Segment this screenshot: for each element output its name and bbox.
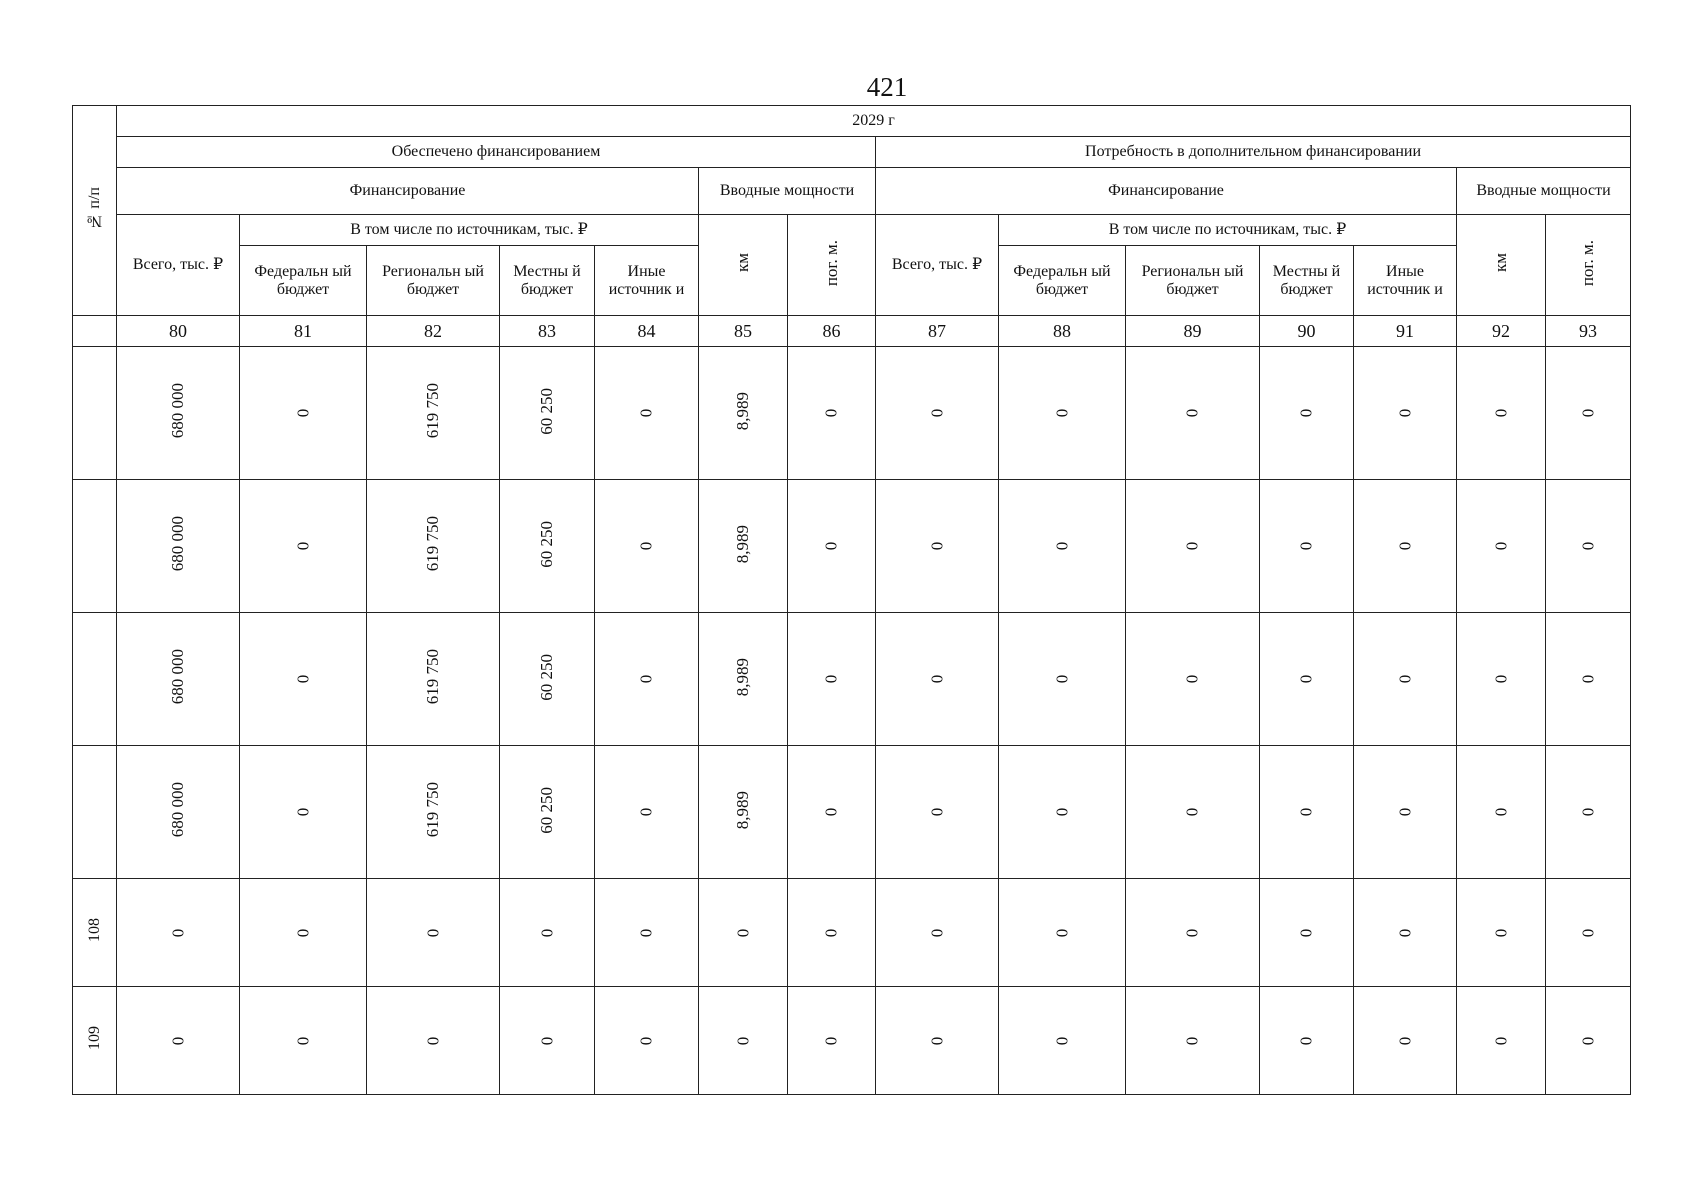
table-row (73, 879, 1631, 987)
column-number: 93 (1546, 316, 1631, 347)
cell-value: 0 (1395, 928, 1414, 937)
financing-header-additional: Финансирование (876, 168, 1457, 215)
row-number-cell (73, 879, 117, 987)
table-cell (1457, 347, 1546, 480)
cell-value: 0 (1578, 541, 1598, 551)
by-sources-header-additional: В том числе по источникам, тыс. ₽ (999, 215, 1457, 246)
table-row (73, 480, 1631, 613)
local-header: Местны й бюджет (500, 246, 595, 316)
table-cell (1546, 347, 1631, 480)
table-cell (240, 480, 367, 613)
cell-value: 8,989 (733, 657, 752, 697)
cell-value: 0 (821, 928, 841, 937)
column-number: 86 (788, 316, 876, 347)
cell-value: 0 (1395, 408, 1414, 418)
cell-value: 60 250 (537, 387, 556, 435)
table-cell (1457, 746, 1546, 879)
table-cell (1354, 613, 1457, 746)
regional-header-additional: Региональн ый бюджет (1126, 246, 1260, 316)
table-cell (1126, 746, 1260, 879)
column-number: 85 (699, 316, 788, 347)
table-cell (1354, 879, 1457, 987)
table-row (73, 746, 1631, 879)
table-cell (1457, 613, 1546, 746)
table-cell (1354, 347, 1457, 480)
table-cell (999, 347, 1126, 480)
financing-table (72, 105, 1631, 1095)
table-cell (500, 347, 595, 480)
cell-value: 0 (1182, 408, 1202, 418)
cell-value: 0 (1182, 928, 1202, 937)
cell-value: 619 750 (423, 782, 442, 838)
table-cell (699, 613, 788, 746)
table-cell (1457, 480, 1546, 613)
cell-value: 0 (1296, 541, 1316, 551)
km-header-label: км (733, 253, 752, 273)
table-row (73, 987, 1631, 1095)
table-cell (1546, 746, 1631, 879)
cell-value: 0 (821, 408, 841, 418)
table-cell (500, 746, 595, 879)
cell-value: 0 (927, 541, 946, 551)
table-cell (1546, 987, 1631, 1095)
column-number: 81 (240, 316, 367, 347)
table-cell (699, 987, 788, 1095)
cell-value: 0 (1491, 541, 1510, 551)
cell-value: 0 (1296, 408, 1316, 418)
cell-value: 0 (1052, 928, 1071, 937)
cell-value: 0 (423, 1036, 442, 1045)
column-number: 88 (999, 316, 1126, 347)
table-cell (1354, 987, 1457, 1095)
federal-header: Федеральн ый бюджет (240, 246, 367, 316)
cell-value: 680 000 (168, 383, 187, 439)
cell-value: 8,989 (733, 524, 752, 564)
cell-value: 0 (1578, 1036, 1598, 1045)
table-cell (117, 746, 240, 879)
cell-value: 0 (1491, 674, 1510, 684)
cell-value: 0 (1578, 674, 1598, 684)
row-number-cell (73, 480, 117, 613)
financing-header: Финансирование (117, 168, 699, 215)
cell-value: 0 (1296, 807, 1316, 817)
table-cell (1260, 987, 1354, 1095)
cell-value: 0 (1052, 674, 1071, 684)
additional-financing-header: Потребность в дополнительном финансировании (876, 137, 1631, 168)
linear-m-header-additional (1546, 215, 1631, 316)
row-number-cell (73, 613, 117, 746)
cell-value: 8,989 (733, 790, 752, 830)
cell-value: 0 (927, 928, 946, 937)
table-cell (500, 480, 595, 613)
table-cell (240, 613, 367, 746)
table-cell (788, 347, 876, 480)
row-number: 109 (85, 1026, 103, 1050)
table-cell (1546, 879, 1631, 987)
linear-m-header (788, 215, 876, 316)
cell-value: 0 (927, 674, 946, 684)
table-cell (1126, 613, 1260, 746)
table-cell (1354, 746, 1457, 879)
other-header-additional: Иные источник и (1354, 246, 1457, 316)
cell-value: 680 000 (168, 782, 187, 838)
cell-value: 0 (821, 807, 841, 817)
table-cell (876, 746, 999, 879)
table-cell (1457, 879, 1546, 987)
cell-value: 0 (1182, 1036, 1202, 1045)
table-cell (999, 746, 1126, 879)
table-cell (999, 480, 1126, 613)
table-cell (999, 879, 1126, 987)
table-cell (1260, 613, 1354, 746)
cell-value: 0 (1052, 807, 1071, 817)
table-cell (1126, 987, 1260, 1095)
table-cell (788, 613, 876, 746)
cell-value: 0 (1578, 408, 1598, 418)
cell-value: 619 750 (423, 649, 442, 705)
cell-value: 0 (1052, 408, 1071, 418)
linear-m-header-label: пог. м. (821, 239, 841, 287)
table-cell (500, 879, 595, 987)
capacity-header-additional: Вводные мощности (1457, 168, 1631, 215)
table-cell (788, 879, 876, 987)
cell-value: 60 250 (537, 520, 556, 568)
table-cell (367, 480, 500, 613)
table-cell (1354, 480, 1457, 613)
table-cell (1126, 347, 1260, 480)
regional-header: Региональн ый бюджет (367, 246, 500, 316)
cell-value: 0 (168, 1036, 187, 1045)
table-cell (367, 746, 500, 879)
cell-value: 0 (636, 807, 656, 817)
cell-value: 8,989 (733, 391, 752, 431)
cell-value: 0 (293, 408, 312, 418)
capacity-header: Вводные мощности (699, 168, 876, 215)
cell-value: 0 (537, 928, 556, 937)
cell-value: 0 (636, 408, 656, 418)
cell-value: 680 000 (168, 516, 187, 572)
table-cell (367, 613, 500, 746)
cell-value: 0 (1182, 541, 1202, 551)
total-header: Всего, тыс. ₽ (117, 215, 240, 316)
table-cell (699, 746, 788, 879)
table-cell (788, 480, 876, 613)
cell-value: 0 (1182, 674, 1202, 684)
table-cell (595, 480, 699, 613)
total-header-additional: Всего, тыс. ₽ (876, 215, 999, 316)
column-number: 84 (595, 316, 699, 347)
cell-value: 0 (423, 928, 442, 937)
table-cell (595, 613, 699, 746)
row-number-cell (73, 347, 117, 480)
km-header-additional-label: км (1491, 253, 1510, 273)
table-cell (240, 987, 367, 1095)
local-header-additional: Местны й бюджет (1260, 246, 1354, 316)
table-cell (788, 746, 876, 879)
table-cell (1546, 613, 1631, 746)
cell-value: 0 (1395, 807, 1414, 817)
table-cell (1126, 480, 1260, 613)
table-cell (876, 347, 999, 480)
table-row (73, 613, 1631, 746)
cell-value: 0 (1052, 1036, 1071, 1045)
table-cell (1260, 746, 1354, 879)
table-cell (876, 480, 999, 613)
table-cell (699, 347, 788, 480)
table-cell (1260, 347, 1354, 480)
table-cell (595, 987, 699, 1095)
table-cell (595, 746, 699, 879)
cell-value: 0 (1395, 541, 1414, 551)
cell-value: 0 (1491, 807, 1510, 817)
cell-value: 60 250 (537, 653, 556, 701)
table-cell (500, 987, 595, 1095)
table-cell (1457, 987, 1546, 1095)
cell-value: 0 (636, 674, 656, 684)
cell-value: 0 (821, 1036, 841, 1045)
row-number-cell (73, 987, 117, 1095)
cell-value: 0 (1296, 928, 1316, 937)
other-header: Иные источник и (595, 246, 699, 316)
cell-value: 0 (1395, 674, 1414, 684)
table-cell (788, 987, 876, 1095)
row-number-header (73, 106, 117, 316)
km-header-additional (1457, 215, 1546, 316)
cell-value: 0 (1491, 1036, 1510, 1045)
cell-value: 0 (293, 674, 312, 684)
cell-value: 0 (927, 807, 946, 817)
column-number: 92 (1457, 316, 1546, 347)
federal-header-additional: Федеральн ый бюджет (999, 246, 1126, 316)
cell-value: 0 (821, 674, 841, 684)
linear-m-header-additional-label: пог. м. (1578, 239, 1598, 287)
cell-value: 0 (1296, 674, 1316, 684)
table-cell (1260, 480, 1354, 613)
table-cell (367, 347, 500, 480)
column-number (73, 316, 117, 347)
cell-value: 0 (927, 408, 946, 418)
column-number: 80 (117, 316, 240, 347)
cell-value: 680 000 (168, 649, 187, 705)
row-number-header-label: № п/п (85, 186, 103, 230)
page-number: 421 (866, 72, 908, 102)
row-number: 108 (85, 918, 103, 942)
cell-value: 619 750 (423, 383, 442, 439)
column-number: 91 (1354, 316, 1457, 347)
table-cell (999, 987, 1126, 1095)
table-cell (595, 347, 699, 480)
cell-value: 0 (1578, 928, 1598, 937)
table-cell (699, 480, 788, 613)
table-cell (595, 879, 699, 987)
cell-value: 0 (537, 1036, 556, 1045)
table-cell (117, 613, 240, 746)
cell-value: 0 (168, 928, 187, 937)
by-sources-header: В том числе по источникам, тыс. ₽ (240, 215, 699, 246)
cell-value: 0 (1578, 807, 1598, 817)
cell-value: 0 (1395, 1036, 1414, 1045)
cell-value: 0 (821, 541, 841, 551)
cell-value: 0 (293, 1036, 312, 1045)
table-cell (999, 613, 1126, 746)
table-cell (500, 613, 595, 746)
cell-value: 0 (1182, 807, 1202, 817)
cell-value: 0 (636, 541, 656, 551)
table-row (73, 347, 1631, 480)
column-number-row (73, 316, 1631, 347)
cell-value: 0 (733, 928, 752, 937)
table-cell (699, 879, 788, 987)
table-cell (1260, 879, 1354, 987)
year-header: 2029 г (117, 106, 1631, 137)
table-cell (1546, 480, 1631, 613)
column-number: 83 (500, 316, 595, 347)
table-cell (1126, 879, 1260, 987)
table-cell (240, 347, 367, 480)
cell-value: 0 (733, 1036, 752, 1045)
cell-value: 0 (636, 928, 656, 937)
table-cell (367, 879, 500, 987)
row-number-cell (73, 746, 117, 879)
cell-value: 619 750 (423, 516, 442, 572)
km-header (699, 215, 788, 316)
table-cell (117, 987, 240, 1095)
cell-value: 0 (293, 807, 312, 817)
cell-value: 0 (927, 1036, 946, 1045)
cell-value: 0 (293, 541, 312, 551)
table-cell (117, 347, 240, 480)
cell-value: 0 (636, 1036, 656, 1045)
table-cell (117, 480, 240, 613)
cell-value: 0 (1296, 1036, 1316, 1045)
table-cell (876, 879, 999, 987)
table-cell (876, 613, 999, 746)
cell-value: 0 (1491, 408, 1510, 418)
cell-value: 0 (293, 928, 312, 937)
cell-value: 60 250 (537, 786, 556, 834)
cell-value: 0 (1491, 928, 1510, 937)
table-cell (240, 879, 367, 987)
table-cell (117, 879, 240, 987)
column-number: 89 (1126, 316, 1260, 347)
table-body (73, 347, 1631, 1095)
column-number: 82 (367, 316, 500, 347)
column-number: 87 (876, 316, 999, 347)
secured-financing-header: Обеспечено финансированием (117, 137, 876, 168)
cell-value: 0 (1052, 541, 1071, 551)
table-cell (367, 987, 500, 1095)
column-number: 90 (1260, 316, 1354, 347)
table-cell (876, 987, 999, 1095)
table-cell (240, 746, 367, 879)
